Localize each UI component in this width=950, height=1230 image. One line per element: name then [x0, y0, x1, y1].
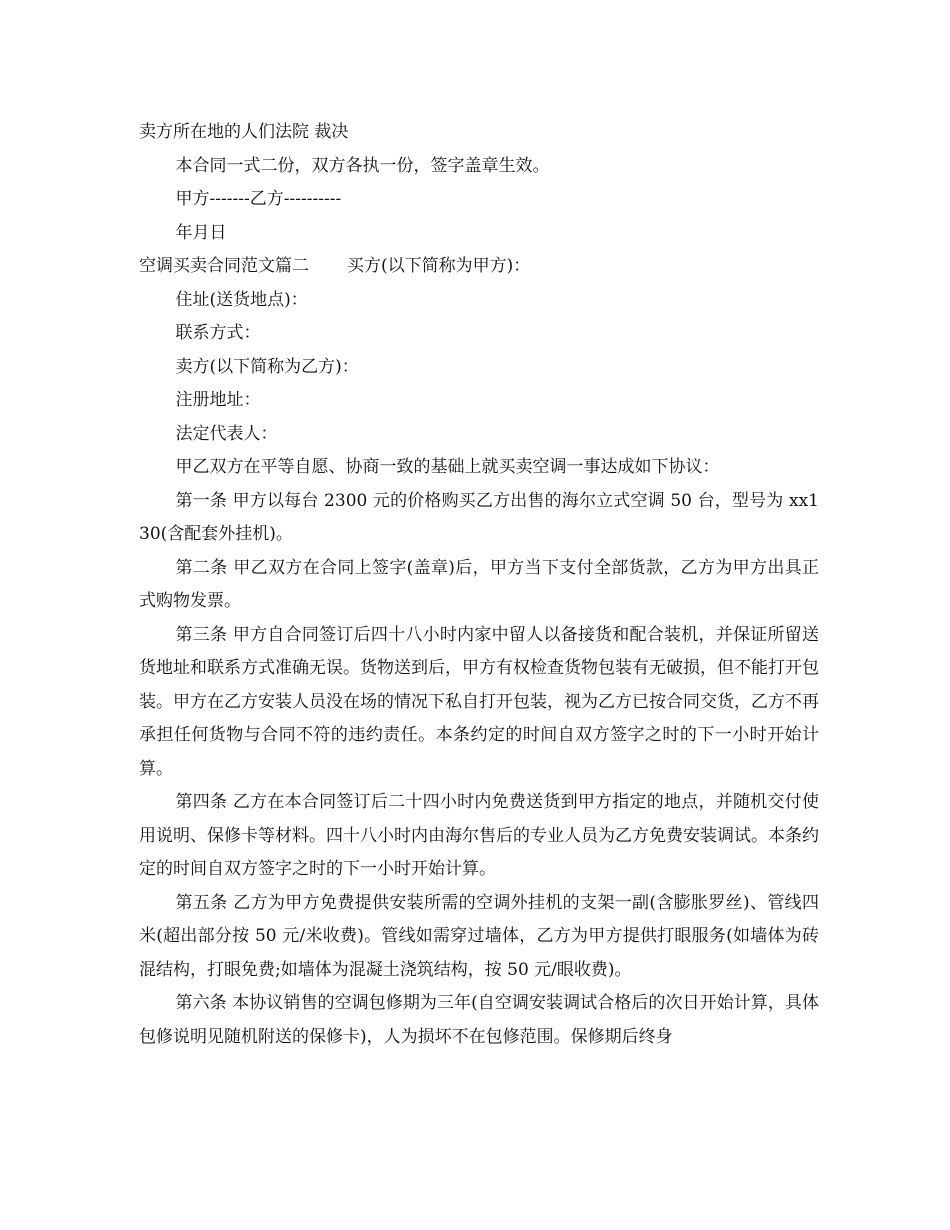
article-4: 第四条 乙方在本合同签订后二十四小时内免费送货到甲方指定的地点，并随机交付使用说明、保修卡等材料。四十八小时内由海尔售后的专业人员为乙方免费安装调试。本条约定的时间自双方签字之时的下一小时开始计算。: [139, 792, 819, 879]
article-5: 第五条 乙方为甲方免费提供安装所需的空调外挂机的支架一副(含膨胀罗丝)、管线四米(超出部分按 50 元/米收费)。管线如需穿过墙体，乙方为甲方提供打眼服务(如墙体为砖混结构，打眼免费;如墙体为混凝土浇筑结构，按 50 元/眼收费)。: [139, 892, 819, 980]
section-heading-line: [139, 250, 819, 284]
registered-address-label: 注册地址：: [175, 390, 261, 410]
contact-label: 联系方式：: [175, 323, 261, 343]
signature-line: 甲方-------乙方----------: [175, 189, 342, 209]
legal-representative-label: 法定代表人：: [175, 423, 278, 444]
section-title: 空调买卖合同范文篇二: [139, 256, 309, 276]
article-2: 第二条 甲乙双方在合同上签字(盖章)后，甲方当下支付全部货款，乙方为甲方出具正式购物发票。: [139, 557, 819, 611]
seller-label: 卖方(以下简称为乙方)：: [175, 356, 359, 377]
article-6: 第六条 本协议销售的空调包修期为三年(自空调安装调试合格后的次日开始计算，具体包修说明见随机附送的保修卡)，人为损坏不在包修范围。保修期后终身: [139, 993, 819, 1047]
document-body: [139, 116, 819, 1054]
address-label: 住址(送货地点)：: [175, 289, 308, 310]
date-line: 年月日: [175, 222, 227, 243]
buyer-label: 买方(以下简称为甲方)：: [347, 256, 531, 276]
court-line: 卖方所在地的人们法院 裁决: [139, 122, 349, 142]
article-1: 第一条 甲方以每台 2300 元的价格购买乙方出售的海尔立式空调 50 台，型号为 xx130(含配套外挂机)。: [139, 490, 819, 544]
article-3: 第三条 甲方自合同签订后四十八小时内家中留人以备接货和配合装机，并保证所留送货地址和联系方式准确无误。货物送到后，甲方有权检查货物包装有无破损，但不能打开包装。甲方在乙方安装人员没在场的情况下私自打开包装，视为乙方已按合同交货，乙方不再承担任何货物与合同不符的违约责任。本条约定的时间自双方签字之时的下一小时开始计算。: [139, 624, 819, 779]
copies-line: 本合同一式二份，双方各执一份，签字盖章生效。: [175, 155, 550, 176]
agreement-intro: 甲乙双方在平等自愿、协商一致的基础上就买卖空调一事达成如下协议：: [175, 457, 720, 477]
